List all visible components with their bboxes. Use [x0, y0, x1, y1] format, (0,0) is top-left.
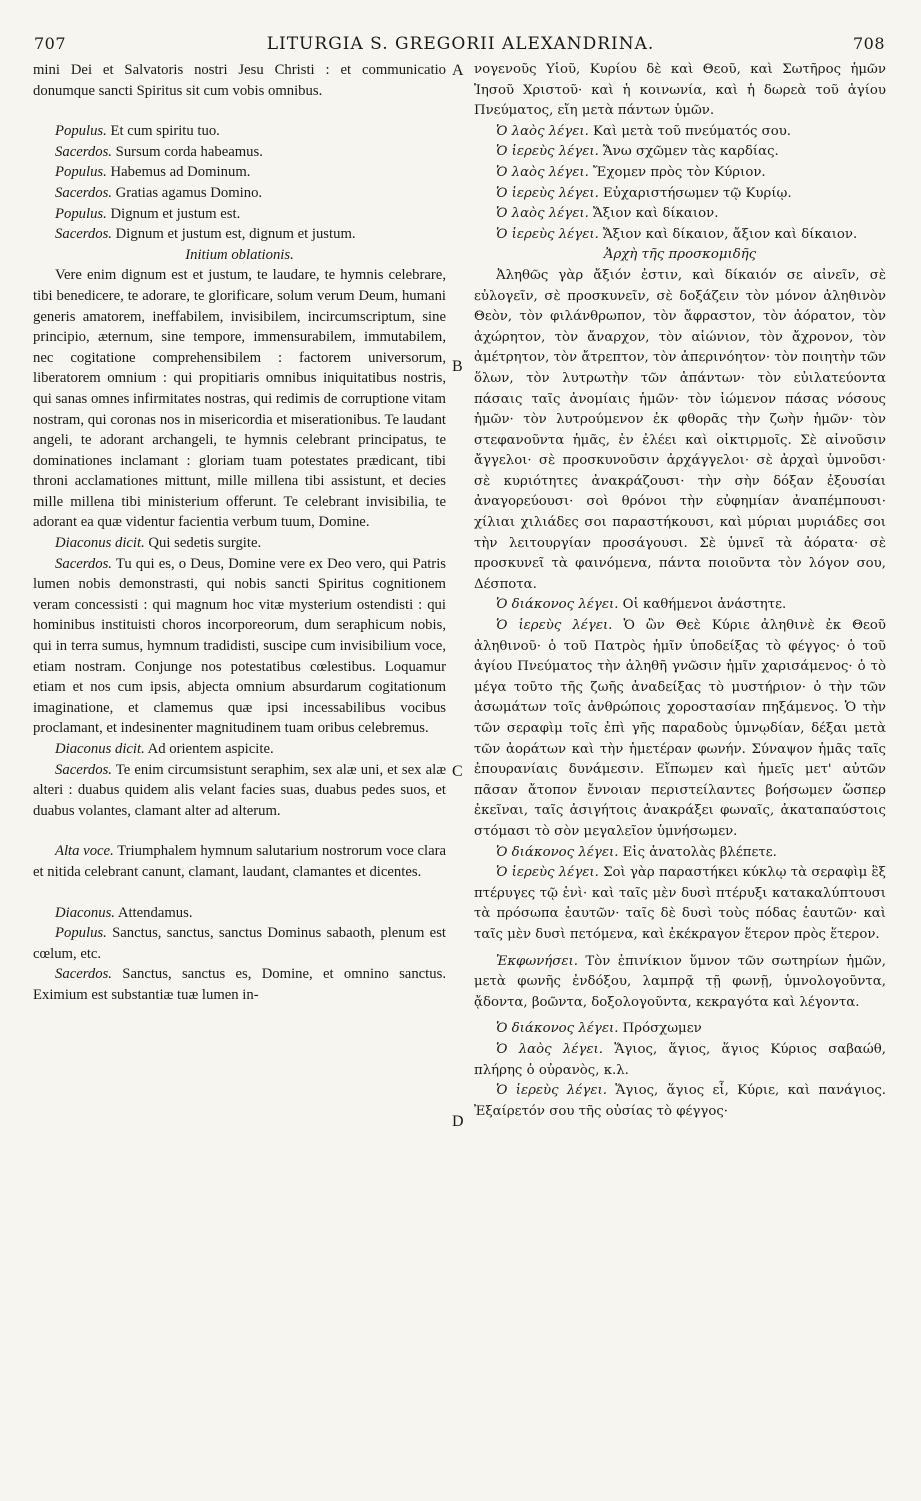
margin-letter-a: A — [452, 62, 464, 79]
latin-paragraph: mini Dei et Salvatoris nostri Jesu Christi : et communicatio donumque sancti Spiritus sit cum vobis omnibus. — [33, 62, 446, 99]
latin-paragraph: Alta voce. Triumphalem hymnum salutarium nostrorum voce clara et nitida celebrant canunt, clamant, laudant, clamantes et dicentes. — [33, 843, 446, 880]
greek-response: Ὁ ἱερεὺς λέγει. Εὐχαριστήσωμεν τῷ Κυρίῳ. — [496, 185, 792, 201]
latin-response: Populus. Dignum et justum est. — [55, 205, 241, 222]
latin-paragraph: Sacerdos. Tu qui es, o Deus, Domine vere ex Deo vero, qui Patris lumen nobis demonstrasti, qui nobis sancti Spiritus cognitionem veram concessisti : qui magnum hoc vitæ mysterium ostendisti : qui hominibus instituisti choros incorporeorum, dum seraphicum nobis, qui in terra sumus, hymnum tradidisti, suscipe cum invisibilium voce, etiam nostram. Conjunge nos potestatibus cœlestibus. Loquamur etiam et nos cum ipsis, abjecta omnium absurdarum cogitationum imaginatione, et clamemus quæ ipsi incessabilibus vocibus proclamant, et indesinenter magnitudinem tuam oribus celebremus. — [33, 555, 446, 737]
latin-paragraph: Sacerdos. Sanctus, sanctus es, Domine, et omnino sanctus. Eximium est substantiæ tuæ lumen in- — [33, 966, 446, 1003]
latin-response: Diaconus. Attendamus. — [55, 904, 193, 921]
latin-response: Populus. Habemus ad Dominum. — [55, 164, 251, 181]
page-number-left: 707 — [34, 34, 67, 53]
latin-paragraph: Sacerdos. Te enim circumsistunt seraphim, sex alæ uni, et sex alæ alteri : duabus quidem alis velant facies suas, duabus pedes suos, et duabus volantes, clamant alter ad alterum. — [33, 761, 446, 819]
latin-response: Sacerdos. Dignum et justum est, dignum et justum. — [55, 226, 356, 243]
greek-response: Ὁ λαὸς λέγει. Ἅγιος, ἅγιος, ἅγιος Κύριος σαβαώθ, πλήρης ὁ οὐρανὸς, κ.λ. — [474, 1041, 886, 1078]
greek-response: Ὁ διάκονος λέγει. Πρόσχωμεν — [496, 1021, 702, 1037]
greek-paragraph: Ἐκφωνήσει. Τὸν ἐπινίκιον ὕμνον τῶν σωτηρίων ἡμῶν, μετὰ φωνῆς ἐνδόξου, λαμπρᾷ τῇ φωνῇ, ὑμνολογοῦντα, ᾄδοντα, βοῶντα, δοξολογοῦντα, κεκραγότα καὶ λέγοντα. — [474, 953, 886, 1010]
greek-paragraph: Ὁ ἱερεὺς λέγει. Σοὶ γὰρ παραστήκει κύκλῳ τὰ σεραφὶμ ἓξ πτέρυγες τῷ ἑνὶ· καὶ ταῖς μὲν δυσὶ πτέρυξι κατακαλύπτουσι τὰ πρόσωπα ἑαυτῶν· ταῖς δὲ δυσὶ τοὺς πόδας ἑαυτῶν· καὶ ταῖς μὲν δυσὶ πετόμενα, καὶ ἐκέκραγον ἕτερον πρὸς ἕτερον. — [474, 865, 886, 942]
latin-section-heading: Initium oblationis. — [185, 246, 294, 263]
greek-response: Ὁ διάκονος λέγει. Οἱ καθήμενοι ἀνάστητε. — [496, 597, 787, 613]
greek-paragraph: Ὁ ἱερεὺς λέγει. Ὁ ὢν Θεὲ Κύριε ἀληθινὲ ἐκ Θεοῦ ἀληθινοῦ· ὁ τοῦ Πατρὸς ἡμῖν ὑποδείξας τὸ φέγγος· ὁ τοῦ ἁγίου Πνεύματος τὴν ἀληθῆ γνῶσιν ἡμῖν χαρισάμενος· ὁ τὸ μέγα τοῦτο τῆς ζωῆς ἀναδείξας τὸ μυστήριον· ὁ τὴν τῶν ἀσωμάτων τοῖς ἀνθρώποις χοροστασίαν πηξάμενος. Ὁ τὴν τῶν σεραφὶμ τοῖς ἐπὶ γῆς παραδοὺς ὑμνῳδίαν, δέξαι μετὰ τῶν ἀοράτων καὶ τὴν ἡμετέραν φωνήν. Σύναψον ἡμᾶς ταῖς ἐπουρανίαις δυνάμεσιν. Εἴπωμεν καὶ ἡμεῖς μετ' αὐτῶν πᾶσαν ἄτοπον ἔννοιαν περιστείλαντες βοήσωμεν ὥσπερ ἐκεῖναι, ταῖς ἀσιγήτοις ἀνακράξει φωναῖς, ἀκαταπαύστοις στόμασι τὸ σὸν μεγαλεῖον ὑμνήσωμεν. — [474, 618, 886, 839]
greek-response: Ὁ ἱερεὺς λέγει. Ἄξιον καὶ δίκαιον, ἄξιον καὶ δίκαιον. — [496, 226, 858, 242]
margin-letter-c: C — [452, 763, 463, 780]
greek-response: Ὁ διάκονος λέγει. Εἰς ἀνατολὰς βλέπετε. — [496, 844, 777, 860]
greek-response: Ὁ λαὸς λέγει. Ἔχομεν πρὸς τὸν Κύριον. — [496, 164, 766, 180]
latin-response: Diaconus dicit. Qui sedetis surgite. — [55, 535, 262, 552]
page-header — [0, 0, 921, 62]
latin-paragraph: Vere enim dignum est et justum, te laudare, te hymnis celebrare, tibi benedicere, te adorare, te glorificare, solum verum Deum, humani generis amatorem, ineffabilem, invisibilem, incircumscriptum, sine principio, æternum, sine tempore, immensurabilem, immutabilem, nec cogitatione comprehensibilem : factorem universorum, liberatorem omnium : qui propitiaris omnibus iniquitatibus nostris, qui sanas omnes infirmitates nostras, qui redimis de corruptione vitam nostram, qui coronas nos in misericordia et miserationibus. Te laudant angeli, te adorant archangeli, te hymnis celebrant principatus, te dominationes inclamant : gloriam tuam potestates prædicant, tibi throni acclamationes mittunt, mille millena tibi assistunt, et decies mille millena tibi ministerium offerunt. Te celebrant invisibilia, te adorant ea quæ videntur facientia verbum tuum, Domine. — [33, 267, 446, 531]
greek-paragraph: Ὁ ἱερεὺς λέγει. Ἅγιος, ἅγιος εἶ, Κύριε, καὶ πανάγιος. Ἐξαίρετόν σου τῆς οὐσίας τὸ φέγγος· — [474, 1083, 886, 1119]
latin-response: Diaconus dicit. Ad orientem aspicite. — [55, 741, 274, 757]
greek-paragraph: νογενοῦς Υἱοῦ, Κυρίου δὲ καὶ Θεοῦ, καὶ Σωτῆρος ἡμῶν Ἰησοῦ Χριστοῦ· καὶ ἡ κοινωνία, καὶ ἡ δωρεὰ τοῦ ἁγίου Πνεύματος, εἴη μετὰ πάντων ὑμῶν. — [474, 62, 886, 119]
running-title: LITURGIA S. GREGORII ALEXANDRINA. — [266, 34, 655, 54]
greek-paragraph: Ἀληθῶς γὰρ ἄξιόν ἐστιν, καὶ δίκαιόν σε αἰνεῖν, σὲ εὐλογεῖν, σὲ προσκυνεῖν, σὲ δοξάζειν τὸν μόνον ἀληθινὸν Θεὸν, τὸν φιλάνθρωπον, τὸν ἄφραστον, τὸν ἀόρατον, τὸν ἀχώρητον, τὸν ἄναρχον, τὸν αἰώνιον, τὸν ἄχρονον, τὸν ἀμέτρητον, τὸν ἄτρεπτον, τὸν ἀπερινόητον· τὸν ποιητὴν τῶν ὅλων, τὸν λυτρωτὴν τῶν ἁπάντων· τὸν εὐιλατεύοντα πάσαις ταῖς ἀνομίαις ἡμῶν· τὸν ἰώμενον πάσας νόσους ἡμῶν· τὸν λυτρούμενον ἐκ φθορᾶς τὴν ζωὴν ἡμῶν· τὸν στεφανοῦντα ἡμᾶς, ἐν ἐλέει καὶ οἰκτιρμοῖς. Σὲ αἰνοῦσιν ἄγγελοι· σὲ προσκυνοῦσιν ἀρχάγγελοι· σὲ ἀρχαὶ ὑμνοῦσι· σὲ κυριότητες ἀνακράζουσι· τὴν σὴν δόξαν ἐξουσίαι ἀναγορεύουσι· σοὶ θρόνοι τὴν εὐφημίαν ἀναπέμπουσι· χίλιαι χιλιάδες σοι παραστήκουσι, καὶ μύριαι μυριάδες σοι τὴν λειτουργίαν προσάγουσι. Σὲ ὑμνεῖ τὰ ἀόρατα· σὲ προσκυνεῖ τὰ φαινόμενα, πάντα ποιοῦντα τὸν λόγον σου, Δέσποτα. — [474, 267, 886, 592]
greek-response: Ὁ λαὸς λέγει. Ἄξιον καὶ δίκαιον. — [496, 206, 719, 222]
greek-response: Ὁ ἱερεὺς λέγει. Ἄνω σχῶμεν τὰς καρδίας. — [496, 144, 779, 160]
greek-response: Ὁ λαὸς λέγει. Καὶ μετὰ τοῦ πνεύματός σου. — [496, 123, 792, 139]
latin-column — [33, 60, 446, 1006]
greek-section-heading: Ἀρχὴ τῆς προσκομιδῆς — [603, 247, 757, 263]
margin-letter-d: D — [452, 1113, 464, 1130]
margin-letter-b: B — [452, 358, 463, 375]
latin-response: Sacerdos. Sursum corda habeamus. — [55, 143, 263, 160]
latin-response: Populus. Sanctus, sanctus, sanctus Dominus sabaoth, plenum est cœlum, etc. — [33, 925, 446, 962]
latin-response: Sacerdos. Gratias agamus Domino. — [55, 184, 263, 201]
latin-response: Populus. Et cum spiritu tuo. — [55, 123, 220, 140]
page-number-right: 708 — [852, 34, 885, 53]
greek-column — [474, 60, 886, 1122]
